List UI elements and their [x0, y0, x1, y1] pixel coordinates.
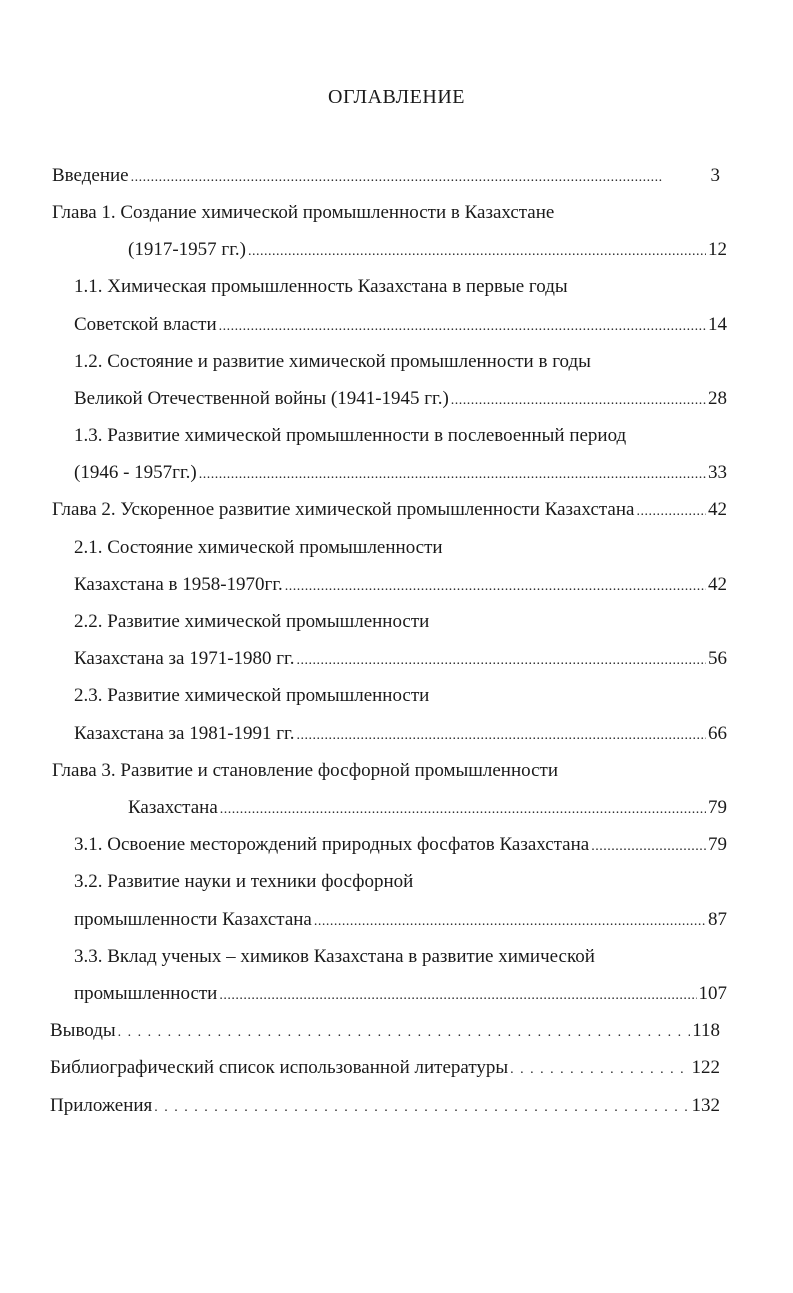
toc-leader-dots [510, 1056, 689, 1084]
toc-page-number: 87 [708, 909, 727, 930]
toc-entry-label: промышленности [74, 983, 218, 1004]
toc-entry-section-3-2-line-1[interactable] [74, 868, 413, 896]
toc-entry-section-1-3-line-2[interactable] [74, 459, 727, 487]
toc-entry-chapter-2[interactable] [52, 496, 727, 524]
toc-entry-label: промышленности Казахстана [74, 909, 312, 930]
toc-entry-label: Библиографический список использованной литературы [50, 1057, 509, 1078]
toc-entry-section-2-1-line-2[interactable] [74, 571, 727, 599]
toc-leader-dots [451, 387, 706, 415]
toc-entry-label: Выводы [50, 1020, 116, 1041]
toc-page-number: 28 [708, 388, 727, 409]
toc-entry-intro[interactable] [52, 162, 720, 190]
toc-leader-dots [131, 164, 709, 192]
toc-entry-section-3-1[interactable] [74, 831, 727, 859]
toc-leader-dots [636, 498, 706, 526]
toc-entry-label: Приложения [50, 1095, 153, 1116]
toc-leader-dots [220, 796, 706, 824]
toc-entry-label: (1946 - 1957гг.) [74, 462, 197, 483]
toc-page-number: 14 [708, 314, 727, 335]
toc-entry-label: Глава 3. Развитие и становление фосфорной промышленности [52, 760, 559, 781]
toc-entry-section-1-2-line-1[interactable] [74, 348, 591, 376]
toc-entry-section-2-3-line-1[interactable] [74, 682, 429, 710]
toc-leader-dots [219, 982, 696, 1010]
toc-page-number: 122 [691, 1057, 720, 1078]
toc-entry-conclusions[interactable] [50, 1017, 720, 1045]
toc-entry-chapter-1-line-2[interactable] [128, 236, 727, 264]
toc-page-number: 33 [708, 462, 727, 483]
toc-entry-label: 3.1. Освоение месторождений природных фосфатов Казахстана [74, 834, 590, 855]
toc-leader-dots [314, 908, 706, 936]
toc-page-number: 66 [708, 723, 727, 744]
toc-entry-label: (1917-1957 гг.) [128, 239, 246, 260]
toc-page-number: 107 [698, 983, 727, 1004]
toc-entry-section-1-1-line-1[interactable] [74, 273, 568, 301]
toc-page-number: 3 [710, 165, 720, 186]
toc-leader-dots [248, 238, 706, 266]
toc-entry-label: 3.2. Развитие науки и техники фосфорной [74, 871, 414, 892]
toc-leader-dots [154, 1094, 689, 1122]
toc-entry-label: 1.3. Развитие химической промышленности в послевоенный период [74, 425, 627, 446]
toc-entry-label: 2.3. Развитие химической промышленности [74, 685, 430, 706]
toc-leader-dots [199, 461, 706, 489]
toc-entry-appendix[interactable] [50, 1092, 720, 1120]
toc-leader-dots [296, 647, 706, 675]
toc-entry-label: Казахстана за 1971-1980 гг. [74, 648, 295, 669]
toc-entry-section-2-2-line-1[interactable] [74, 608, 429, 636]
toc-page-number: 79 [708, 834, 727, 855]
toc-entry-label: Великой Отечественной войны (1941-1945 гг.) [74, 388, 449, 409]
toc-leader-dots [219, 313, 706, 341]
toc-leader-dots [118, 1019, 691, 1047]
toc-entry-chapter-3-line-2[interactable] [128, 794, 727, 822]
toc-page-number: 79 [708, 797, 727, 818]
toc-entry-section-2-2-line-2[interactable] [74, 645, 727, 673]
toc-entry-section-1-3-line-1[interactable] [74, 422, 626, 450]
toc-entry-label: 2.2. Развитие химической промышленности [74, 611, 430, 632]
toc-entry-section-2-3-line-2[interactable] [74, 720, 727, 748]
toc-entry-section-1-1-line-2[interactable] [74, 311, 727, 339]
toc-page-number: 132 [691, 1095, 720, 1116]
toc-entry-label: 1.2. Состояние и развитие химической промышленности в годы [74, 351, 591, 372]
toc-entry-section-3-2-line-2[interactable] [74, 906, 727, 934]
toc-leader-dots [296, 722, 706, 750]
toc-entry-section-3-3-line-1[interactable] [74, 943, 595, 971]
toc-entry-chapter-1-line-1[interactable] [52, 199, 554, 227]
toc-entry-label: Казахстана в 1958-1970гг. [74, 574, 283, 595]
toc-page-number: 118 [692, 1020, 720, 1041]
toc-entry-label: 1.1. Химическая промышленность Казахстана в первые годы [74, 276, 568, 297]
toc-entry-label: Советской власти [74, 314, 217, 335]
toc-entry-section-1-2-line-2[interactable] [74, 385, 727, 413]
toc-entry-bibliography[interactable] [50, 1054, 720, 1082]
toc-entry-label: 2.1. Состояние химической промышленности [74, 537, 443, 558]
toc-entry-section-3-3-line-2[interactable] [74, 980, 727, 1008]
toc-page-number: 42 [708, 499, 727, 520]
toc-leader-dots [591, 833, 706, 861]
toc-page-number: 56 [708, 648, 727, 669]
toc-entry-label: 3.3. Вклад ученых – химиков Казахстана в развитие химической [74, 946, 595, 967]
toc-entry-chapter-3-line-1[interactable] [52, 757, 558, 785]
toc-entry-section-2-1-line-1[interactable] [74, 534, 443, 562]
toc-page-number: 42 [708, 574, 727, 595]
toc-leader-dots [285, 573, 706, 601]
toc-entry-label: Введение [52, 165, 129, 186]
page-title: ОГЛАВЛЕНИЕ [328, 86, 465, 108]
toc-entry-label: Глава 2. Ускоренное развитие химической промышленности Казахстана [52, 499, 635, 520]
toc-page-number: 12 [708, 239, 727, 260]
toc-entry-label: Казахстана [128, 797, 218, 818]
toc-entry-label: Казахстана за 1981-1991 гг. [74, 723, 295, 744]
toc-entry-label: Глава 1. Создание химической промышленности в Казахстане [52, 202, 555, 223]
